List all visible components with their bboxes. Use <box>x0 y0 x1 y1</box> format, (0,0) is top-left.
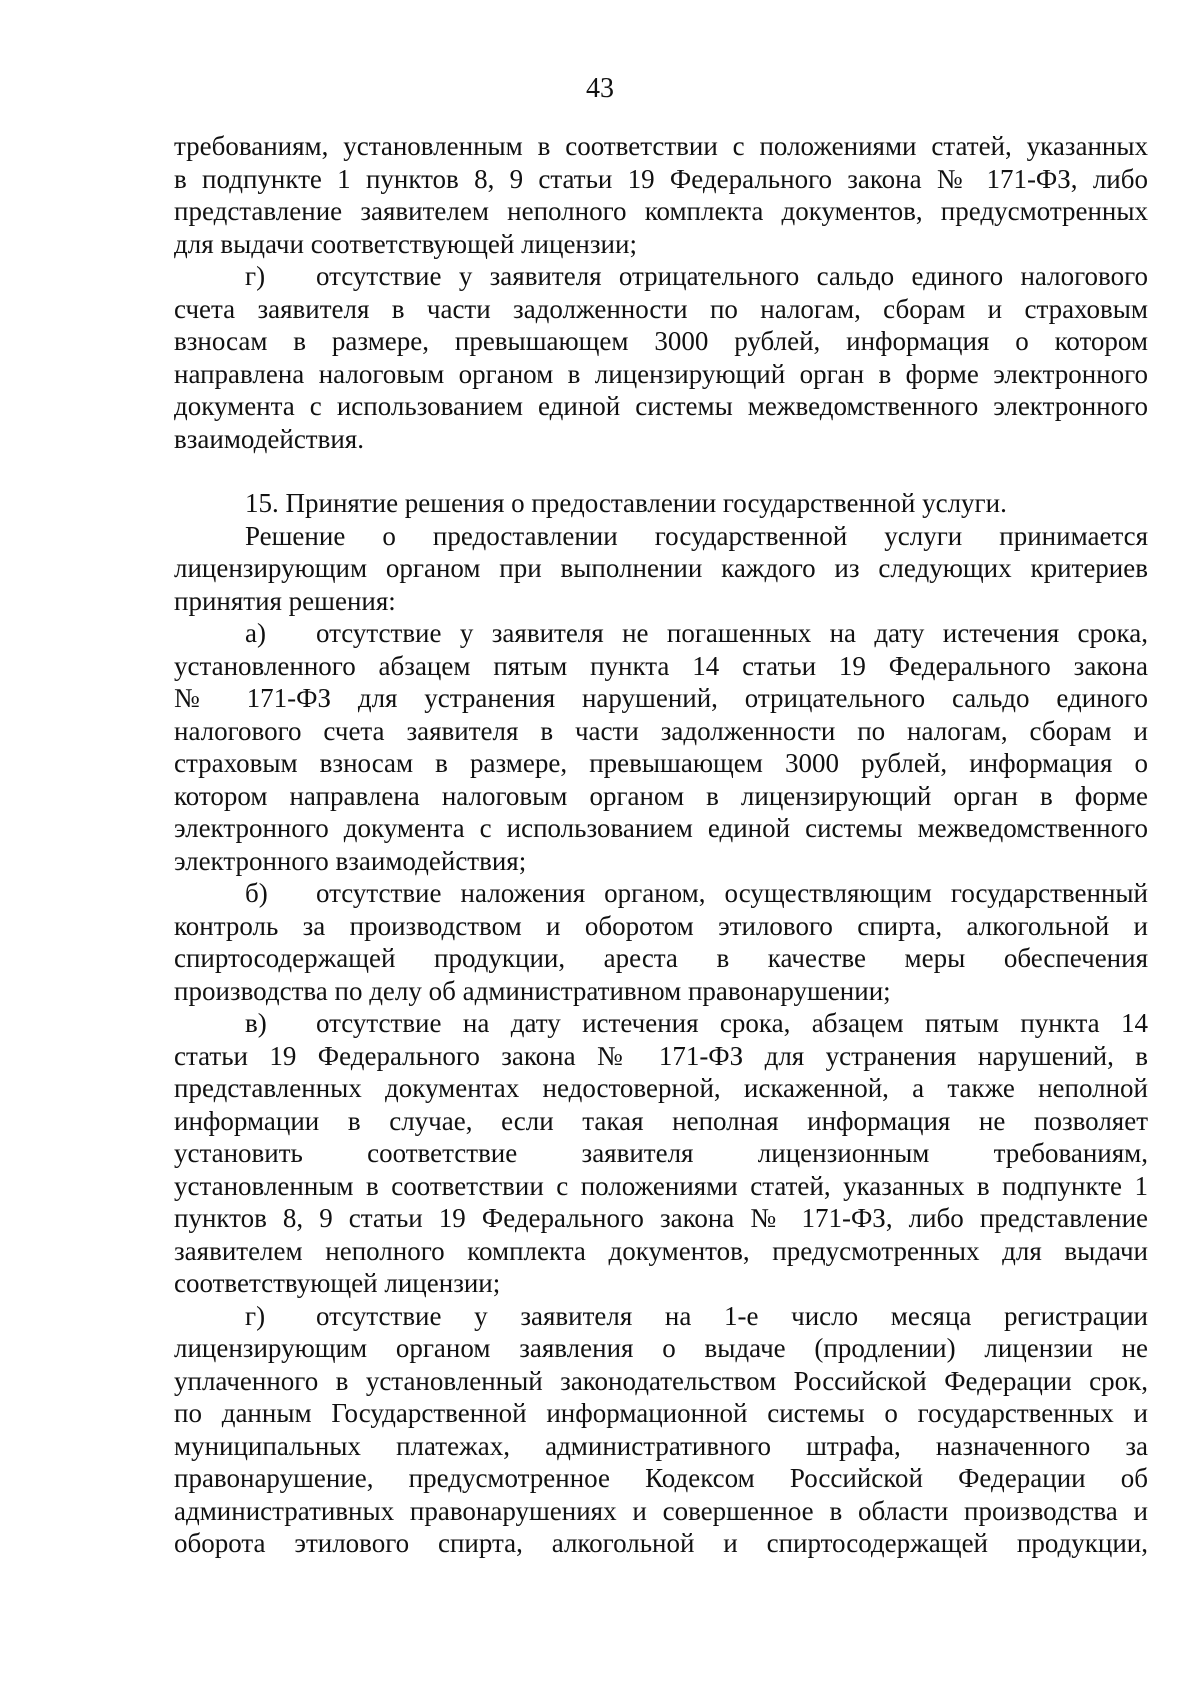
list-item-line <box>174 260 1148 293</box>
text-line: котором направлена налоговым органом в лицензирующий орган в форме <box>174 780 1148 811</box>
text-line: статьи 19 Федерального закона № 171-ФЗ для устранения нарушений, в <box>174 1040 1148 1071</box>
text-line: направлена налоговым органом в лицензирующий орган в форме электронного <box>174 358 1148 389</box>
text-line: счета заявителя в части задолженности по налогам, сборам и страховым <box>174 293 1148 324</box>
text-span: отсутствие на дату истечения срока, абзацем пятым пункта 14 <box>316 1008 1148 1038</box>
page-number: 43 <box>586 73 614 104</box>
text-span: отсутствие у заявителя не погашенных на дату истечения срока, <box>316 618 1148 648</box>
text-line: производства по делу об административном правонарушении; <box>174 975 891 1006</box>
text-line: в подпункте 1 пунктов 8, 9 статьи 19 Федерального закона № 171-ФЗ, либо <box>174 163 1148 194</box>
list-item-line <box>174 1300 1148 1333</box>
text-line: установленного абзацем пятым пункта 14 статьи 19 Федерального закона <box>174 650 1148 681</box>
text-line: спиртосодержащей продукции, ареста в качестве меры обеспечения <box>174 943 1148 973</box>
text-line: лицензирующим органом заявления о выдаче (продлении) лицензии не <box>174 1333 1148 1363</box>
list-item-letter: в) <box>245 1008 267 1038</box>
text-span: отсутствие у заявителя на 1-е число месяца регистрации <box>316 1300 1148 1331</box>
text-line: оборота этилового спирта, алкогольной и спиртосодержащей продукции, <box>174 1528 1148 1558</box>
text-line: принятия решения: <box>174 585 396 616</box>
text-line: для выдачи соответствующей лицензии; <box>174 228 637 259</box>
text-line: информации в случае, если такая неполная информация не позволяет <box>174 1105 1148 1136</box>
text-line: лицензирующим органом при выполнении каждого из следующих критериев <box>174 553 1148 583</box>
text-line: соответствующей лицензии; <box>174 1268 501 1298</box>
text-line: документа с использованием единой системы межведомственного электронного <box>174 391 1148 421</box>
list-item-letter: а) <box>245 618 266 648</box>
text-line: установленным в соответствии с положениями статей, указанных в подпункте 1 <box>174 1170 1148 1201</box>
text-span: отсутствие наложения органом, осуществляющим государственный <box>316 878 1148 908</box>
list-item-line <box>174 617 1148 650</box>
text-line: электронного взаимодействия; <box>174 845 527 876</box>
text-line: уплаченного в установленный законодательством Российской Федерации срок, <box>174 1365 1148 1396</box>
text-line: контроль за производством и оборотом этилового спирта, алкогольной и <box>174 910 1148 941</box>
text-line: административных правонарушениях и совершенное в области производства и <box>174 1495 1148 1526</box>
section-heading: 15. Принятие решения о предоставлении государственной услуги. <box>245 488 1007 518</box>
text-line: заявителем неполного комплекта документов, предусмотренных для выдачи <box>174 1235 1148 1266</box>
list-item-line <box>174 877 1148 910</box>
text-line: представленных документах недостоверной, искаженной, а также неполной <box>174 1073 1148 1103</box>
text-line: взносам в размере, превышающем 3000 рублей, информация о котором <box>174 326 1148 356</box>
text-line: страховым взносам в размере, превышающем 3000 рублей, информация о <box>174 748 1148 778</box>
list-item-line <box>174 1007 1148 1040</box>
text-line: установить соответствие заявителя лицензионным требованиям, <box>174 1138 1148 1168</box>
text-line: № 171-ФЗ для устранения нарушений, отрицательного сальдо единого <box>174 683 1148 713</box>
list-item-letter: г) <box>245 261 266 291</box>
text-line: требованиям, установленным в соответствии с положениями статей, указанных <box>174 131 1148 161</box>
text-span: отсутствие у заявителя отрицательного сальдо единого налогового <box>316 261 1148 291</box>
text-line: взаимодействия. <box>174 423 364 454</box>
text-line: правонарушение, предусмотренное Кодексом Российской Федерации об <box>174 1463 1148 1493</box>
list-item-letter: г) <box>245 1300 266 1331</box>
text-line: налогового счета заявителя в части задолженности по налогам, сборам и <box>174 715 1148 746</box>
text-line: пунктов 8, 9 статьи 19 Федерального закона № 171-ФЗ, либо представление <box>174 1203 1148 1233</box>
text-line: представление заявителем неполного комплекта документов, предусмотренных <box>174 196 1148 226</box>
text-line: электронного документа с использованием единой системы межведомственного <box>174 813 1148 843</box>
list-item-letter: б) <box>245 878 268 908</box>
text-line: муниципальных платежах, административного штрафа, назначенного за <box>174 1430 1148 1461</box>
text-line: Решение о предоставлении государственной услуги принимается <box>245 520 1148 551</box>
paragraph-gap <box>174 455 1148 487</box>
document-body <box>174 130 1148 1560</box>
text-line: по данным Государственной информационной системы о государственных и <box>174 1398 1148 1428</box>
